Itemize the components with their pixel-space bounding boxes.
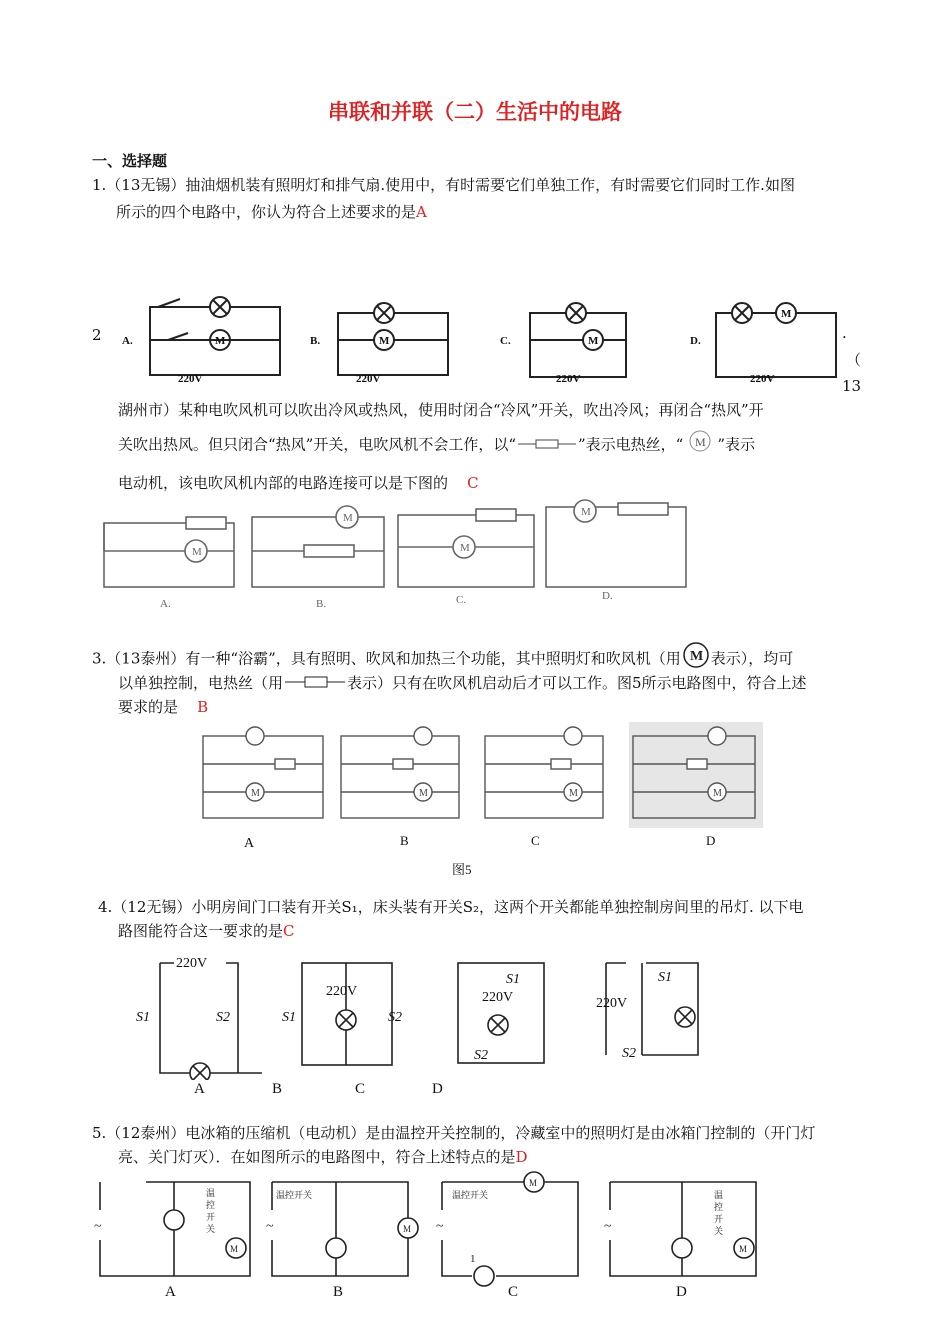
q4-s2-b: S2 (388, 1010, 402, 1025)
q5-circuits (90, 1168, 780, 1288)
q5-vtext-d-2: 控 (714, 1202, 724, 1212)
q1-line1: 1.（13无锡）抽油烟机装有照明灯和排气扇.使用中，有时需要它们单独工作，有时需要它们同时工作.如图 (92, 176, 795, 194)
q2-label-b: B. (316, 598, 327, 610)
heater-symbol (516, 432, 578, 459)
q1-text (92, 172, 795, 226)
q5-vtext-d-4: 关 (714, 1226, 724, 1236)
q5-label-c: C (508, 1284, 519, 1300)
q3-label-c: C (531, 833, 540, 848)
q4-voltage-c: 220V (482, 990, 514, 1005)
q2-paren: （ (846, 351, 862, 369)
q3-line1: 3.（13泰州）有一种“浴霸”，具有照明、吹风和加热三个功能，其中照明灯和吹风机（用 M 表示），均可 (92, 640, 793, 679)
q5-label-d: D (676, 1284, 687, 1300)
q1-line2: 所示的四个电路中，你认为符合上述要求的是A (116, 203, 427, 221)
q5-vtext-d-3: 开 (714, 1214, 724, 1224)
q3-label-d: D (706, 833, 716, 848)
q4-voltage-b: 220V (326, 984, 358, 999)
q5-ac-a: ~ (94, 1219, 102, 1234)
q3-caption: 图5 (452, 862, 472, 877)
q5-vtext-a-2: 控 (206, 1200, 216, 1210)
q3-motor-c: M (569, 788, 578, 799)
q5-line2: 亮、关门灯灭）．在如图所示的电路图中，符合上述特点的是D (118, 1148, 528, 1166)
q4-voltage-d: 220V (596, 996, 628, 1011)
q3-label-a: A (244, 836, 255, 851)
q4-answer: C (283, 922, 295, 940)
q5-motor-a: M (230, 1244, 239, 1254)
q4-voltage-a: 220V (176, 956, 208, 971)
q1-circuits (118, 295, 858, 390)
q4-s1-d: S1 (658, 970, 672, 985)
q5-vtext-a-1: 温 (206, 1188, 216, 1198)
q2-motor-c: M (460, 542, 470, 554)
q4-label-a: A (194, 1081, 205, 1097)
q4-s2-c: S2 (474, 1048, 488, 1063)
q3-line3: 要求的是 B (118, 698, 209, 716)
q1-motor-b: M (379, 335, 390, 347)
q1-label-b: B. (310, 335, 321, 347)
q1-voltage-b: 220V (356, 373, 381, 385)
q1-motor-c: M (588, 335, 599, 347)
q5-ac-c: ~ (436, 1219, 444, 1234)
q1-motor-a: M (215, 335, 226, 347)
q3-label-b: B (400, 833, 409, 848)
q4-s2-d: S2 (622, 1046, 636, 1061)
section-heading: 一、选择题 (92, 152, 168, 170)
q4-label-b: B (272, 1081, 283, 1097)
q5-motor-b: M (403, 1224, 412, 1234)
q5-switch-text-b: 温控开关 (276, 1190, 313, 1200)
q2-motor-a: M (192, 546, 202, 558)
q1-label-d: D. (690, 335, 701, 347)
q2-answer: C (467, 474, 479, 492)
q2-label-d: D. (602, 590, 613, 602)
q5-answer: D (515, 1148, 528, 1166)
q2-line2: 关吹出热风。但只闭合“热风”开关，电吹风机不会工作，以“ ”表示电热丝，“ M ”表示 (118, 428, 755, 463)
q3-motor-d: M (713, 788, 722, 799)
q4-s1-a: S1 (136, 1010, 150, 1025)
q5-vtext-a-4: 关 (206, 1224, 216, 1234)
q4-s2-a: S2 (216, 1010, 230, 1025)
q1-label-a: A. (122, 335, 133, 347)
q2-year: 13 (842, 377, 862, 395)
motor-symbol (683, 428, 717, 463)
page-title: 串联和并联（二）生活中的电路 (328, 100, 622, 124)
q5-label-b: B (333, 1284, 344, 1300)
motor-symbol-letter: M (695, 435, 707, 449)
q2-motor-b: M (343, 512, 353, 524)
q2-label-c: C. (456, 594, 467, 606)
q3-answer: B (197, 698, 209, 716)
q5-label-a: A (165, 1284, 176, 1300)
q2-motor-d: M (581, 506, 591, 518)
q2-line3: 电动机，该电吹风机内部的电路连接可以是下图的 C (118, 474, 479, 492)
q2-num: 2 (92, 326, 102, 344)
q4-label-c: C (355, 1081, 366, 1097)
q4-line1: 4.（12无锡）小明房间门口装有开关S₁，床头装有开关S₂，这两个开关都能单独控制房间里的吊灯. 以下电 (98, 898, 804, 916)
q1-motor-d: M (781, 308, 792, 320)
q4-line2: 路图能符合这一要求的是C (118, 922, 295, 940)
q5-one: 1 (470, 1253, 476, 1265)
q3-line2: 以单独控制，电热丝（用 表示）只有在吹风机启动后才可以工作。图5所示电路图中，符合上述 (118, 670, 807, 698)
q5-line1: 5.（12泰州）电冰箱的压缩机（电动机）是由温控开关控制的，冷藏室中的照明灯是由冰箱门控制的（开门灯 (92, 1124, 816, 1142)
q3-motor-a: M (251, 788, 260, 799)
q5-vtext-d-1: 温 (714, 1190, 724, 1200)
q5-motor-c: M (529, 1178, 538, 1188)
q5-motor-d: M (739, 1244, 748, 1254)
q3-heater-symbol (283, 671, 347, 698)
q1-voltage-c: 220V (556, 373, 581, 385)
q2-label-a: A. (160, 598, 171, 610)
q4-s1-b: S1 (282, 1010, 296, 1025)
q2-line1: 湖州市）某种电吹风机可以吹出冷风或热风，使用时闭合“冷风”开关，吹出冷风；再闭合“热风”开 (118, 401, 764, 419)
q1-answer: A (416, 203, 427, 221)
q4-circuits (130, 945, 710, 1080)
q4-s1-c: S1 (506, 972, 520, 987)
q5-vtext-a-3: 开 (206, 1212, 216, 1222)
q1-voltage-a: 220V (178, 373, 203, 385)
q3-circuits (195, 722, 765, 830)
q3-motor-b: M (419, 788, 428, 799)
q2-dot: . (842, 324, 847, 342)
q4-label-d: D (432, 1081, 443, 1097)
q3-motor-symbol-letter: M (689, 649, 703, 664)
q5-ac-b: ~ (266, 1219, 274, 1234)
q1-voltage-d: 220V (750, 373, 775, 385)
q5-ac-d: ~ (604, 1219, 612, 1234)
q5-switch-text-c: 温控开关 (452, 1190, 489, 1200)
q1-label-c: C. (500, 335, 511, 347)
q2-circuits (98, 495, 698, 610)
